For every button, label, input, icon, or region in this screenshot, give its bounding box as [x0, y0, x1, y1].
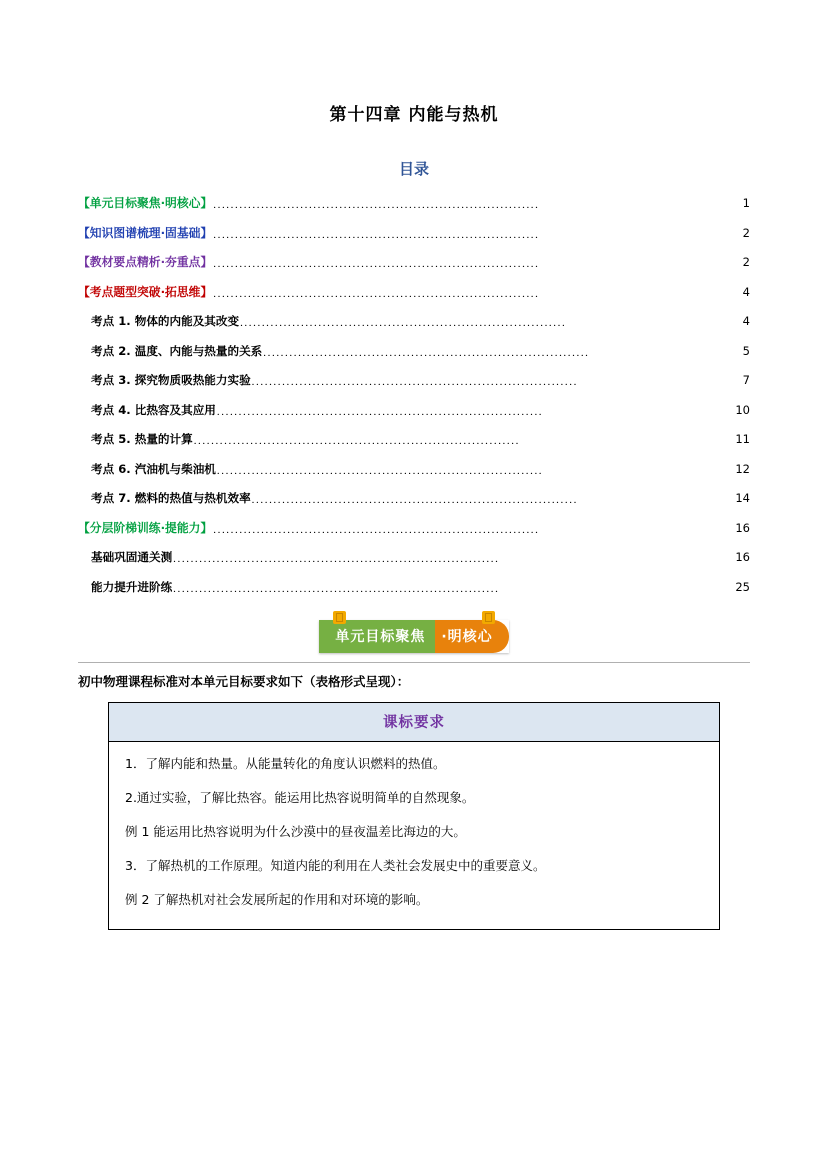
- toc-entry[interactable]: [78, 254, 750, 271]
- toc-leader-dots: ...........................................................................: [213, 287, 540, 299]
- toc-entry-label: 【分层阶梯训练·提能力】: [78, 520, 213, 535]
- toc-entry-label: 考点 6. 汽油机与柴油机: [91, 461, 216, 476]
- toc-leader-dots: ...........................................................................: [213, 199, 540, 210]
- toc-entry-page: 7: [742, 373, 750, 387]
- clip-icon-left: [333, 611, 346, 624]
- page-content: [78, 0, 750, 930]
- toc-entry-label: 基础巩固通关测: [91, 550, 173, 564]
- banner-primary-label: 单元目标聚焦: [319, 620, 435, 653]
- requirement-table: [108, 702, 720, 930]
- toc-entry-label: 【教材要点精析·夯重点】: [78, 255, 213, 269]
- toc-entry[interactable]: [78, 461, 750, 478]
- toc-entry-label: 考点 2. 温度、内能与热量的关系: [91, 343, 263, 358]
- toc-entry-label: 能力提升进阶练: [91, 579, 173, 594]
- toc-entry-page: 4: [742, 284, 750, 299]
- toc-entry-page: 1: [742, 196, 750, 210]
- toc-entry[interactable]: [78, 549, 750, 566]
- section-banner-inner: [319, 620, 508, 653]
- toc-entry-page: 4: [742, 314, 750, 328]
- toc-entry[interactable]: [78, 579, 750, 596]
- toc-entry[interactable]: [78, 520, 750, 537]
- requirement-item: 3．了解热机的工作原理。知道内能的利用在人类社会发展史中的重要意义。: [125, 857, 546, 873]
- toc-entry-label: 考点 5. 热量的计算: [91, 432, 193, 446]
- toc-leader-dots: ...........................................................................: [193, 435, 520, 446]
- requirement-item: 例 2 了解热机对社会发展所起的作用和对环境的影响。: [125, 891, 429, 907]
- section-divider: [78, 662, 750, 663]
- requirement-table-header: 课标要求: [109, 703, 719, 742]
- toc-leader-dots: ...........................................................................: [216, 405, 544, 417]
- toc-leader-dots: ...........................................................................: [213, 258, 540, 269]
- section-banner: [319, 620, 508, 653]
- toc-entry-page: 12: [735, 461, 750, 476]
- banner-secondary-label: ·明核心: [435, 620, 508, 653]
- toc-leader-dots: ...........................................................................: [251, 494, 578, 505]
- toc-entry[interactable]: [78, 195, 750, 212]
- toc-entry-label: 考点 1. 物体的内能及其改变: [91, 314, 240, 328]
- toc-leader-dots: ...........................................................................: [213, 523, 540, 535]
- toc-entry-label: 考点 3. 探究物质吸热能力实验: [91, 373, 251, 387]
- toc-entry-label: 考点 4. 比热容及其应用: [91, 402, 216, 417]
- toc-entry[interactable]: [78, 284, 750, 301]
- toc-entry-page: 10: [735, 402, 750, 417]
- toc-entry-page: 11: [735, 432, 750, 446]
- requirement-item: 1．了解内能和热量。从能量转化的角度认识燃料的热值。: [125, 755, 446, 771]
- toc-entry-page: 16: [735, 550, 750, 564]
- toc-leader-dots: ...........................................................................: [216, 464, 544, 476]
- toc-entry[interactable]: [78, 431, 750, 448]
- requirement-item: 2.通过实验，了解比热容。能运用比热容说明简单的自然现象。: [125, 789, 475, 805]
- table-of-contents: [78, 195, 750, 596]
- toc-entry[interactable]: [78, 225, 750, 242]
- requirement-table-body: [109, 742, 719, 929]
- toc-entry-label: 【考点题型突破·拓思维】: [78, 284, 213, 299]
- toc-leader-dots: ...........................................................................: [251, 376, 578, 387]
- page-title: 第十四章 内能与热机: [329, 105, 499, 125]
- toc-entry-label: 【单元目标聚焦·明核心】: [78, 196, 213, 210]
- section-banner-wrapper: [78, 620, 750, 653]
- toc-entry-page: 5: [742, 343, 750, 358]
- toc-entry-label: 考点 7. 燃料的热值与热机效率: [91, 491, 251, 505]
- requirement-item: 例 1 能运用比热容说明为什么沙漠中的昼夜温差比海边的大。: [125, 823, 466, 839]
- toc-entry[interactable]: [78, 372, 750, 389]
- toc-leader-dots: ...........................................................................: [240, 317, 567, 328]
- toc-entry-page: 25: [735, 579, 750, 594]
- toc-entry-label: 【知识图谱梳理·固基础】: [78, 225, 213, 240]
- toc-leader-dots: ...........................................................................: [213, 228, 540, 240]
- toc-leader-dots: ...........................................................................: [173, 553, 500, 564]
- toc-heading: 目录: [398, 160, 429, 178]
- toc-entry[interactable]: [78, 313, 750, 330]
- toc-entry[interactable]: [78, 490, 750, 507]
- toc-leader-dots: ...........................................................................: [263, 346, 590, 358]
- toc-entry-page: 2: [742, 255, 750, 269]
- toc-entry-page: 2: [742, 225, 750, 240]
- intro-text: 初中物理课程标准对本单元目标要求如下（表格形式呈现）：: [78, 673, 410, 689]
- toc-entry[interactable]: [78, 343, 750, 360]
- toc-leader-dots: ...........................................................................: [173, 582, 500, 594]
- toc-entry-page: 14: [735, 491, 750, 505]
- clip-icon-right: [482, 611, 495, 624]
- toc-entry-page: 16: [735, 520, 750, 535]
- toc-entry[interactable]: [78, 402, 750, 419]
